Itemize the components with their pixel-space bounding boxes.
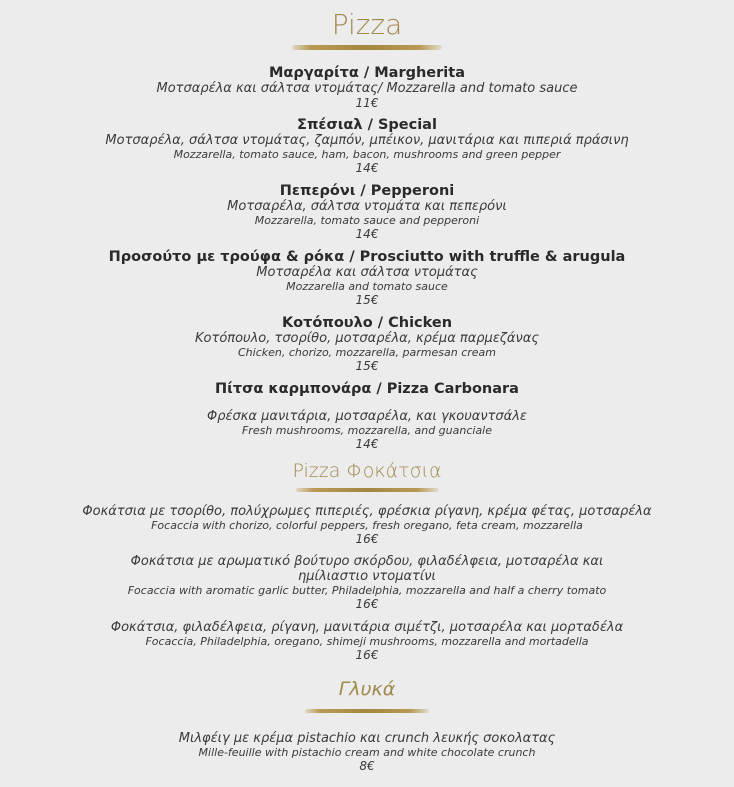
item-price: 11€ <box>355 96 379 110</box>
focaccia-underline-stroke <box>296 488 439 492</box>
item-description-english: Mozzarella, tomato sauce and pepperoni <box>254 214 480 227</box>
dessert-underline-stroke <box>305 709 429 713</box>
item-description-english: Mozzarella and tomato sauce <box>286 280 448 293</box>
item-description-greek: Μοτσαρέλα και σάλτσα ντομάτας <box>256 265 478 280</box>
item-description-english: Mozzarella, tomato sauce, ham, bacon, mushrooms and green pepper <box>173 148 561 161</box>
menu-item-focaccia-chorizo <box>0 504 734 546</box>
menu-item-millefeuille <box>0 731 734 773</box>
menu-item-focaccia-garlic-butter <box>0 554 734 611</box>
item-description-english: Focaccia with aromatic garlic butter, Philadelphia, mozzarella and half a cherry tomato <box>127 584 607 597</box>
item-price: 14€ <box>355 227 379 241</box>
menu-item-carbonara <box>0 381 734 451</box>
item-price: 14€ <box>355 161 379 175</box>
menu-item-special <box>0 117 734 175</box>
focaccia-section-title: Pizza Φοκάτσια <box>292 460 442 482</box>
item-description-greek: Μιλφέιγ με κρέμα pistachio και crunch λευκής σοκολατας <box>178 731 556 746</box>
item-description-greek: Φοκάτσια, φιλαδέλφεια, ρίγανη, μανιτάρια σιμέτζι, μοτσαρέλα και μορταδέλα <box>110 620 624 635</box>
item-description-greek: Φοκάτσια με αρωματικό βούτυρο σκόρδου, φιλαδέλφεια, μοτσαρέλα και <box>130 554 604 569</box>
item-name: Κοτόπουλο / Chicken <box>281 315 453 331</box>
item-name: Προσούτο με τρούφα & ρόκα / Prosciutto with truffle & arugula <box>108 249 626 265</box>
item-price: 8€ <box>359 759 375 773</box>
item-price: 14€ <box>355 437 379 451</box>
item-description-english: Focaccia, Philadelphia, oregano, shimeji mushrooms, mozzarella and mortadella <box>145 635 589 648</box>
menu-item-pepperoni <box>0 183 734 241</box>
item-name: Μαργαρίτα / Margherita <box>269 65 465 81</box>
menu-item-focaccia-mortadella <box>0 620 734 662</box>
item-description-greek: Μοτσαρέλα, σάλτσα ντομάτας, ζαμπόν, μπέικον, μανιτάρια και πιπεριά πράσινη <box>105 133 629 148</box>
item-description-greek: Φρέσκα μανιτάρια, μοτσαρέλα, και γκουαντσάλε <box>207 409 527 424</box>
item-description-english: Chicken, chorizo, mozzarella, parmesan cream <box>237 346 497 359</box>
title-underline-stroke <box>292 45 442 50</box>
item-price: 16€ <box>355 648 379 662</box>
item-price: 16€ <box>355 597 379 611</box>
item-price: 15€ <box>355 359 379 373</box>
item-price: 15€ <box>355 293 379 307</box>
item-description-greek-continued: ημίλιαστιο ντοματίνι <box>298 569 436 584</box>
item-description-english: Mille-feuille with pistachio cream and white chocolate crunch <box>198 746 536 759</box>
item-description-english: Focaccia with chorizo, colorful peppers, fresh oregano, feta cream, mozzarella <box>151 519 583 532</box>
item-description-greek: Μοτσαρέλα, σάλτσα ντομάτα και πεπερόνι <box>227 199 507 214</box>
pizza-section-title: Pizza <box>331 8 403 41</box>
dessert-section-title: Γλυκά <box>338 678 396 700</box>
item-name: Πίτσα καρμπονάρα / Pizza Carbonara <box>215 381 519 397</box>
item-description-greek: Μοτσαρέλα και σάλτσα ντομάτας/ Mozzarella and tomato sauce <box>156 81 578 96</box>
item-name: Πεπερόνι / Pepperoni <box>279 183 455 199</box>
menu-item-margherita <box>0 65 734 110</box>
item-description-greek: Κοτόπουλο, τσορίθο, μοτσαρέλα, κρέμα παρμεζάνας <box>195 331 539 346</box>
item-price: 16€ <box>355 532 379 546</box>
item-description-english: Fresh mushrooms, mozzarella, and guanciale <box>241 424 493 437</box>
menu-item-chicken <box>0 315 734 373</box>
menu-item-prosciutto <box>0 249 734 307</box>
item-description-greek: Φοκάτσια με τσορίθο, πολύχρωμες πιπεριές, φρέσκια ρίγανη, κρέμα φέτας, μοτσαρέλα <box>82 504 652 519</box>
item-name: Σπέσιαλ / Special <box>297 117 437 133</box>
